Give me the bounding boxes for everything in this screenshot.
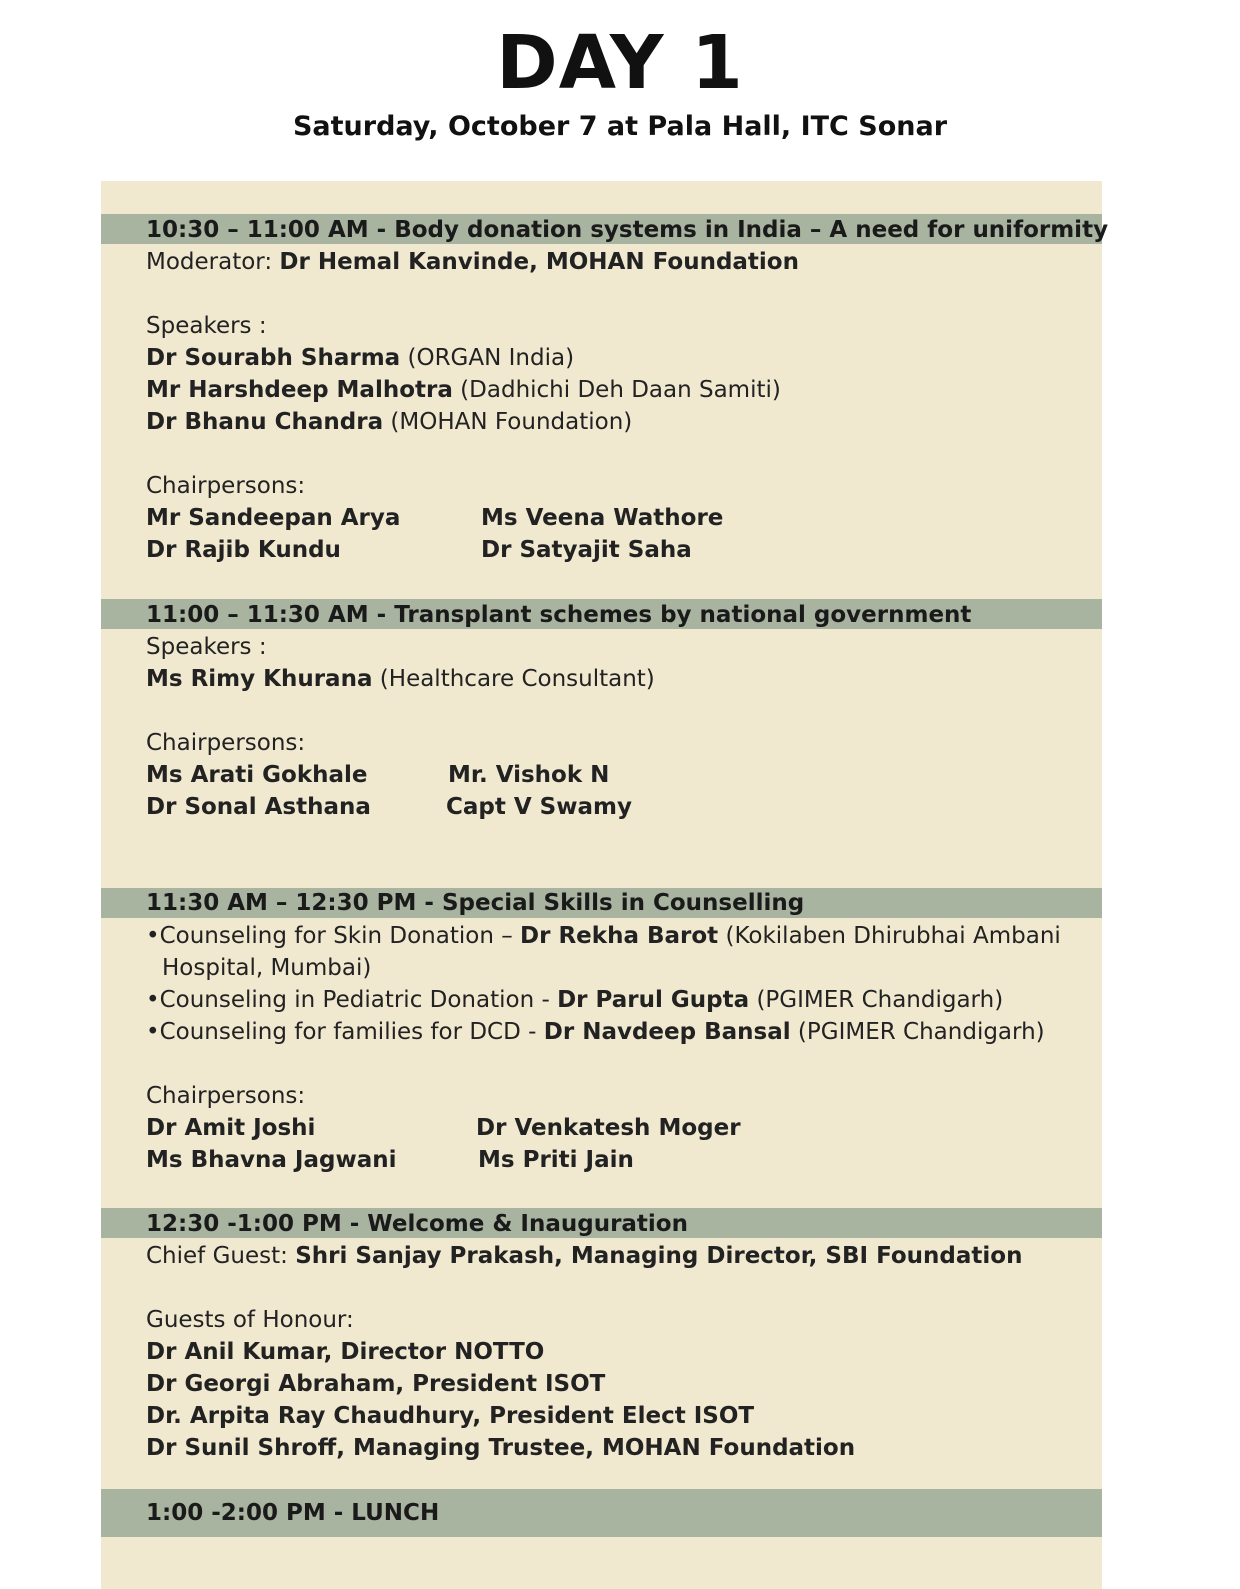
- item-org: (Kokilaben Dhirubhai Ambani: [718, 923, 1061, 949]
- speaker-name: Dr Sourabh Sharma: [146, 345, 401, 371]
- guest-name: Dr. Arpita Ray Chaudhury, President Elect ISOT: [146, 1403, 755, 1429]
- guest-name: Dr Georgi Abraham, President ISOT: [146, 1371, 606, 1397]
- session-heading: [146, 214, 1108, 246]
- page-subtitle: Saturday, October 7 at Pala Hall, ITC Sonar: [292, 111, 948, 142]
- guest-name: Dr Sunil Shroff, Managing Trustee, MOHAN Foundation: [146, 1435, 856, 1461]
- speaker-line: [146, 406, 632, 438]
- bullet-icon: •: [146, 987, 160, 1013]
- session-heading: [146, 1497, 439, 1529]
- session-heading: [146, 599, 971, 631]
- speaker-line: [146, 663, 655, 695]
- item-topic: Counseling in Pediatric Donation -: [159, 987, 558, 1013]
- speaker-org: (Dadhichi Deh Daan Samiti): [452, 377, 781, 403]
- chairperson-name: Dr Rajib Kundu: [146, 537, 341, 563]
- item-org: (PGIMER Chandigarh): [790, 1019, 1045, 1045]
- speaker-org: (MOHAN Foundation): [383, 409, 633, 435]
- session-heading: [146, 1208, 688, 1240]
- speaker-line: [146, 374, 781, 406]
- counselling-item: [146, 984, 1003, 1016]
- item-topic: Counseling for families for DCD -: [159, 1019, 544, 1045]
- chairperson-name: Ms Bhavna Jagwani: [146, 1147, 397, 1173]
- chairperson-name: Mr. Vishok N: [448, 762, 610, 788]
- session-time: 10:30 – 11:00 AM -: [146, 217, 395, 243]
- session-topic: Welcome & Inauguration: [367, 1211, 688, 1237]
- session-topic: Transplant schemes by national government: [394, 602, 972, 628]
- speaker-name: Mr Harshdeep Malhotra: [146, 377, 453, 403]
- session-time: 1:00 -2:00 PM -: [146, 1500, 352, 1526]
- session-topic: Special Skills in Counselling: [441, 890, 805, 916]
- chairperson-name: Dr Amit Joshi: [146, 1115, 316, 1141]
- counselling-item: [146, 920, 1061, 952]
- bullet-icon: •: [146, 923, 160, 949]
- item-speaker: Dr Parul Gupta: [557, 987, 750, 1013]
- chief-guest-name: Shri Sanjay Prakash, Managing Director, SBI Foundation: [295, 1243, 1023, 1269]
- chairperson-name: Capt V Swamy: [446, 794, 632, 820]
- guest-name: Dr Anil Kumar, Director NOTTO: [146, 1339, 545, 1365]
- speaker-name: Dr Bhanu Chandra: [146, 409, 384, 435]
- speaker-org: (Healthcare Consultant): [372, 666, 655, 692]
- chairpersons-label: Chairpersons:: [146, 1083, 306, 1109]
- moderator-label: Moderator:: [146, 249, 280, 275]
- speakers-label: Speakers :: [146, 634, 267, 660]
- chairperson-name: Mr Sandeepan Arya: [146, 505, 401, 531]
- item-speaker: Dr Rekha Barot: [520, 923, 719, 949]
- guests-label: Guests of Honour:: [146, 1307, 354, 1333]
- session-topic: LUNCH: [351, 1500, 440, 1526]
- speaker-line: [146, 342, 574, 374]
- moderator-name: Dr Hemal Kanvinde, MOHAN Foundation: [279, 249, 799, 275]
- speaker-name: Ms Rimy Khurana: [146, 666, 373, 692]
- chairperson-name: Dr Venkatesh Moger: [476, 1115, 741, 1141]
- chairpersons-label: Chairpersons:: [146, 473, 306, 499]
- chairperson-name: Ms Arati Gokhale: [146, 762, 368, 788]
- item-topic: Counseling for Skin Donation –: [159, 923, 521, 949]
- chief-guest-line: [146, 1240, 1022, 1272]
- bullet-icon: •: [146, 1019, 160, 1045]
- chairperson-name: Ms Priti Jain: [478, 1147, 634, 1173]
- chairperson-name: Dr Satyajit Saha: [481, 537, 692, 563]
- speaker-org: (ORGAN India): [400, 345, 575, 371]
- speakers-label: Speakers :: [146, 313, 267, 339]
- counselling-item: [146, 1016, 1045, 1048]
- session-time: 11:00 – 11:30 AM -: [146, 602, 395, 628]
- item-speaker: Dr Navdeep Bansal: [543, 1019, 791, 1045]
- chairperson-name: Dr Sonal Asthana: [146, 794, 371, 820]
- chairpersons-label: Chairpersons:: [146, 730, 306, 756]
- moderator-line: [146, 246, 799, 278]
- session-heading: [146, 887, 804, 919]
- item-org-continued: Hospital, Mumbai): [162, 955, 372, 981]
- chief-guest-label: Chief Guest:: [146, 1243, 296, 1269]
- item-org: (PGIMER Chandigarh): [749, 987, 1004, 1013]
- page-title: DAY 1: [496, 20, 744, 106]
- session-time: 12:30 -1:00 PM -: [146, 1211, 368, 1237]
- session-time: 11:30 AM – 12:30 PM -: [146, 890, 442, 916]
- chairperson-name: Ms Veena Wathore: [481, 505, 724, 531]
- session-topic: Body donation systems in India – A need for uniformity: [394, 217, 1109, 243]
